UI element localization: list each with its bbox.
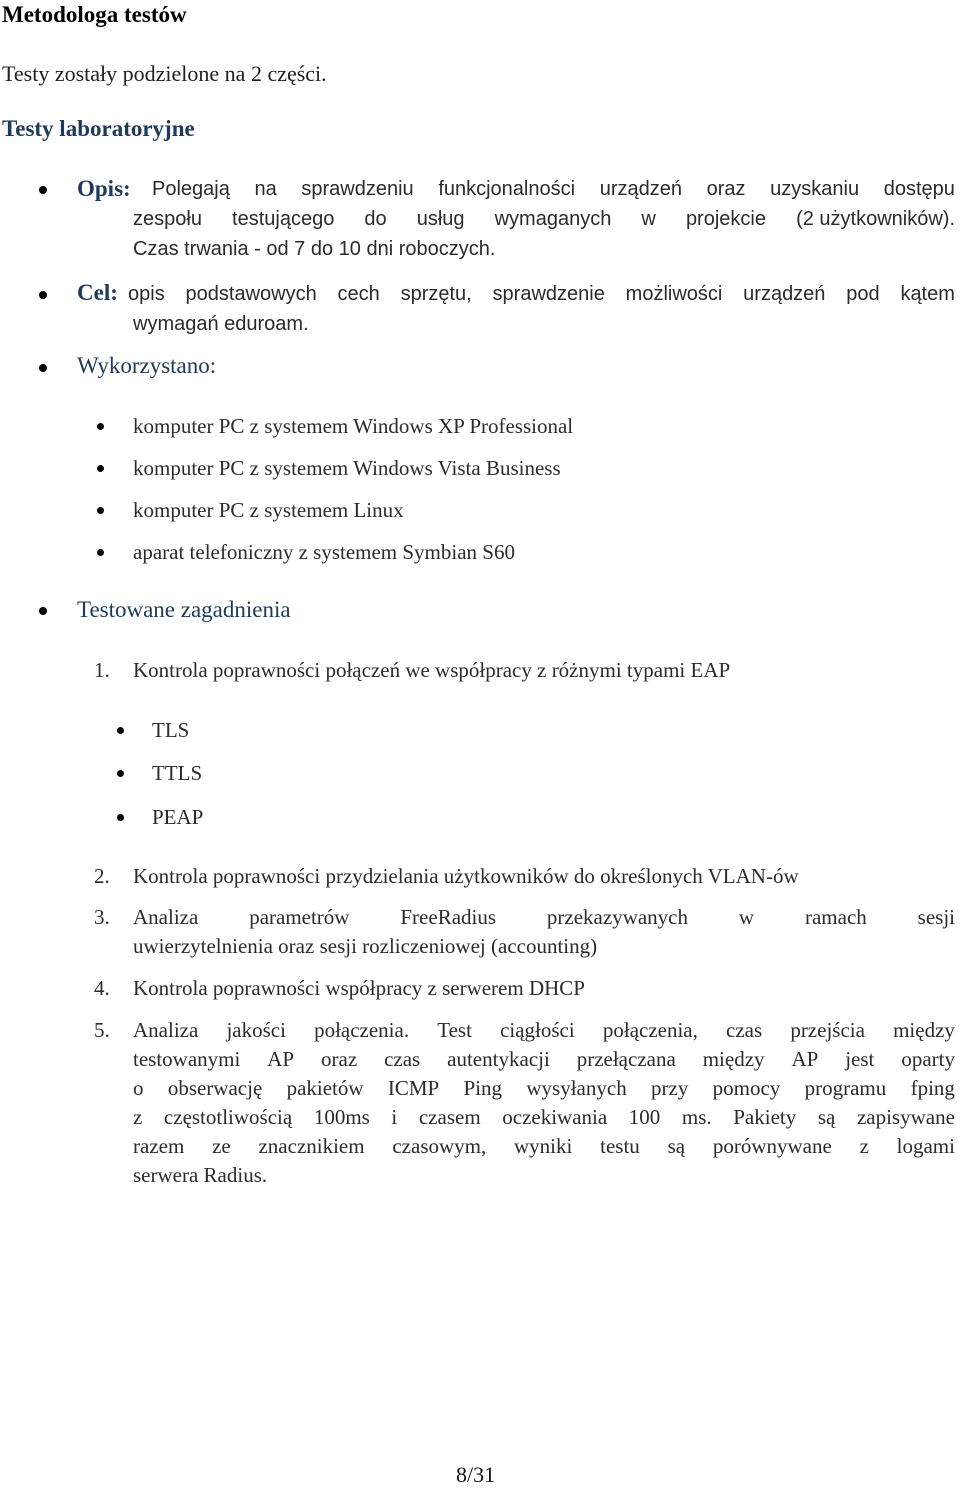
section-title: Metodologa testów — [2, 2, 187, 27]
item-number: 1. — [94, 658, 110, 682]
bullet-icon — [39, 186, 47, 194]
word: sprawdzeniu — [301, 178, 414, 200]
word: dostępu — [883, 178, 955, 200]
word: testu — [600, 1134, 640, 1158]
word: testującego — [232, 208, 335, 230]
word: są — [817, 1105, 836, 1129]
eap-type: TTLS — [152, 761, 203, 785]
test-item-5-last-line: serwera Radius. — [133, 1163, 268, 1187]
word: przy — [651, 1076, 689, 1100]
cel-line-1 — [128, 283, 955, 306]
word: sprzętu, — [400, 283, 472, 305]
test-item-5-line — [133, 1076, 955, 1101]
word: wysyłanych — [526, 1076, 627, 1100]
equipment-item: komputer PC z systemem Linux — [133, 498, 404, 522]
item-number: 3. — [94, 905, 110, 929]
word: częstotliwością — [163, 1105, 293, 1129]
eap-type: PEAP — [152, 805, 204, 829]
word: urządzeń — [743, 283, 826, 305]
word: jest — [845, 1047, 875, 1071]
word: fping — [910, 1076, 955, 1100]
bullet-icon — [97, 507, 104, 514]
test-item-3-line-1 — [133, 905, 955, 930]
bullet-icon — [97, 465, 104, 472]
word: podstawowych — [185, 283, 317, 305]
word: zespołu — [133, 208, 202, 230]
word: Test — [437, 1018, 472, 1042]
opis-line-3: Czas trwania - od 7 do 10 dni roboczych. — [133, 238, 496, 260]
word: przejścia — [790, 1018, 865, 1042]
eap-type: TLS — [152, 718, 190, 742]
test-item-5-line — [133, 1018, 955, 1043]
word: AP — [791, 1047, 819, 1071]
test-item-2: Kontrola poprawności przydzielania użytkowników do określonych VLAN-ów — [133, 864, 799, 888]
word: w — [641, 208, 656, 230]
word: testowanymi — [133, 1047, 241, 1071]
word: ramach — [804, 905, 867, 929]
word: o — [133, 1076, 144, 1100]
test-item-5-line — [133, 1134, 955, 1159]
word: czas — [384, 1047, 421, 1071]
word: uzyskaniu — [770, 178, 860, 200]
bullet-icon — [97, 549, 104, 556]
word: w — [738, 905, 755, 929]
word: możliwości — [625, 283, 723, 305]
word: przekazywanych — [546, 905, 689, 929]
word: znacznikiem — [258, 1134, 365, 1158]
word: logami — [896, 1134, 955, 1158]
word: czasowym, — [392, 1134, 487, 1158]
word: AP — [267, 1047, 295, 1071]
equipment-item: komputer PC z systemem Windows XP Professional — [133, 414, 574, 438]
word: oraz — [706, 178, 746, 200]
word: Analiza — [133, 1018, 199, 1042]
test-item-3-line-2: uwierzytelnienia oraz sesji rozliczeniowej (accounting) — [133, 934, 598, 958]
cel-label: Cel: — [77, 280, 118, 305]
word: obserwację — [167, 1076, 263, 1100]
item-number: 2. — [94, 864, 110, 888]
word: projekcie — [685, 208, 766, 230]
word: wyniki — [514, 1134, 573, 1158]
word: pomocy — [712, 1076, 781, 1100]
word: pakietów — [286, 1076, 364, 1100]
word: cech — [337, 283, 380, 305]
word: FreeRadius — [400, 905, 497, 929]
word: autentykacji — [447, 1047, 550, 1071]
bullet-icon — [39, 291, 47, 299]
word: usług — [416, 208, 465, 230]
word: do — [364, 208, 387, 230]
intro-text: Testy zostały podzielone na 2 części. — [2, 61, 327, 86]
bullet-icon — [117, 727, 124, 734]
word: między — [702, 1047, 765, 1071]
page-number: 8/31 — [456, 1462, 496, 1487]
word: pod — [846, 283, 880, 305]
word: czas — [726, 1018, 763, 1042]
word: 100 — [628, 1105, 661, 1129]
word: urządzeń — [599, 178, 682, 200]
item-number: 4. — [94, 976, 110, 1000]
word: porównywane — [712, 1134, 832, 1158]
opis-label: Opis: — [77, 176, 131, 201]
bullet-icon — [39, 364, 47, 372]
test-item-5-line — [133, 1047, 955, 1072]
word: ICMP — [387, 1076, 440, 1100]
word: połączenia, — [602, 1018, 698, 1042]
word: z — [859, 1134, 869, 1158]
subsection-title: Testy laboratoryjne — [2, 116, 195, 141]
word: wymaganych — [494, 208, 612, 230]
item-number: 5. — [94, 1018, 110, 1042]
cel-line-2: wymagań eduroam. — [133, 313, 309, 335]
word: ciągłości — [500, 1018, 575, 1042]
word: ze — [212, 1134, 231, 1158]
word: sprawdzenie — [492, 283, 605, 305]
word: jakości — [226, 1018, 286, 1042]
test-item-5-line — [133, 1105, 955, 1130]
word: programu — [804, 1076, 887, 1100]
word: Analiza — [133, 905, 199, 929]
word: Polegają — [152, 178, 230, 200]
word: na — [254, 178, 277, 200]
word: oparty — [901, 1047, 955, 1071]
test-item-4: Kontrola poprawności współpracy z serwerem DHCP — [133, 976, 585, 1000]
word: sesji — [917, 905, 955, 929]
word: (2 użytkowników). — [796, 208, 955, 230]
opis-line-2 — [133, 208, 955, 231]
word: ms. — [681, 1105, 712, 1129]
word: razem — [133, 1134, 185, 1158]
word: opis — [128, 283, 165, 305]
word: parametrów — [249, 905, 350, 929]
wykorzystano-label: Wykorzystano: — [77, 353, 217, 378]
word: kątem — [900, 283, 955, 305]
word: zapisywane — [856, 1105, 955, 1129]
equipment-item: aparat telefoniczny z systemem Symbian S60 — [133, 540, 515, 564]
word: Pakiety — [733, 1105, 797, 1129]
word: połączenia. — [314, 1018, 410, 1042]
word: oczekiwania — [502, 1105, 608, 1129]
word: przełączana — [576, 1047, 676, 1071]
word: są — [667, 1134, 686, 1158]
bullet-icon — [117, 814, 124, 821]
word: oraz — [321, 1047, 358, 1071]
testowane-label: Testowane zagadnienia — [77, 597, 291, 622]
bullet-icon — [117, 770, 124, 777]
word: między — [893, 1018, 955, 1042]
word: 100ms — [313, 1105, 370, 1129]
opis-line-1 — [152, 178, 955, 201]
word: i — [391, 1105, 398, 1129]
bullet-icon — [97, 423, 104, 430]
word: czasem — [418, 1105, 481, 1129]
equipment-item: komputer PC z systemem Windows Vista Business — [133, 456, 561, 480]
word: funkcjonalności — [438, 178, 576, 200]
word: Ping — [463, 1076, 503, 1100]
bullet-icon — [39, 607, 47, 615]
word: z — [133, 1105, 143, 1129]
test-item-1: Kontrola poprawności połączeń we współpracy z różnymi typami EAP — [133, 658, 731, 682]
